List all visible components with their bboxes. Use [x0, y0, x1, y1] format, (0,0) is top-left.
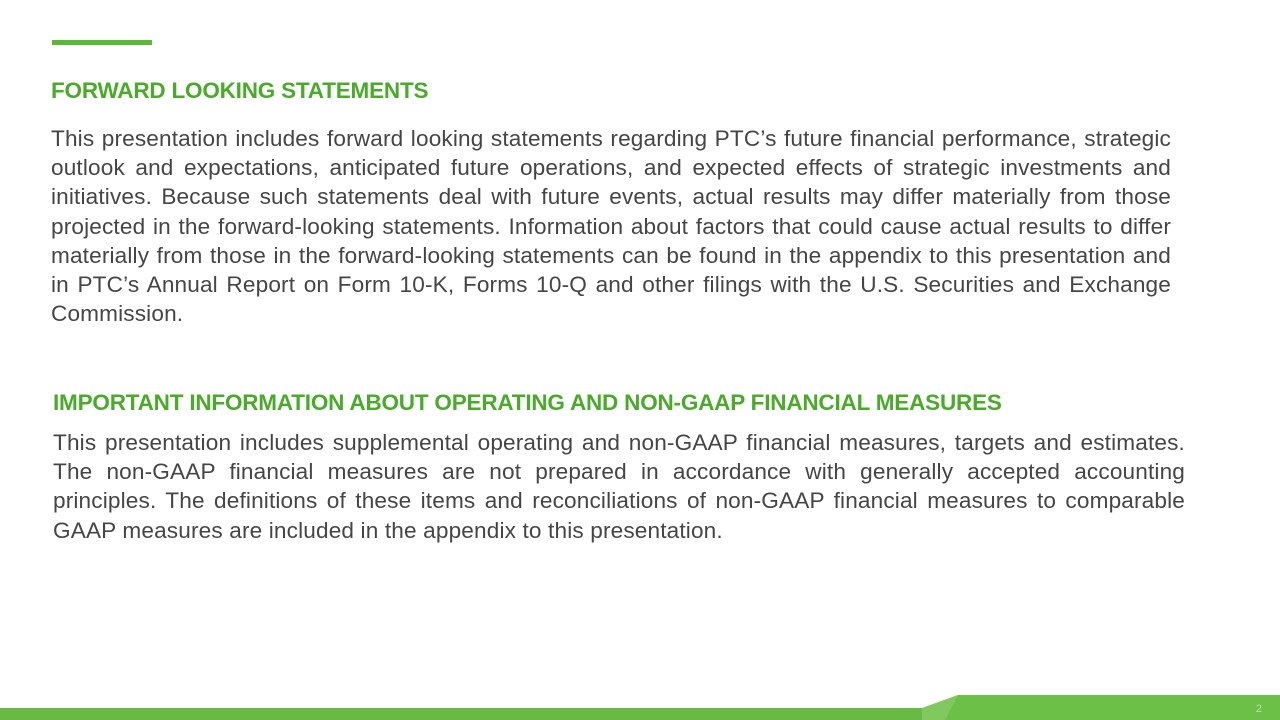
footer-bar: [0, 694, 1280, 720]
section-body-forward-looking: This presentation includes forward looking statements regarding PTC’s future financial performance, strategic outlook and expectations, anticipated future operations, and expected effects of strategic investments and initiatives. Because such statements deal with future events, actual results may differ materially from those projected in the forward-looking statements. Information about factors that could cause actual results to differ materially from those in the forward-looking statements can be found in the appendix to this presentation and in PTC’s Annual Report on Form 10-K, Forms 10-Q and other filings with the U.S. Securities and Exchange Commission.: [51, 126, 1171, 327]
section-heading-non-gaap: IMPORTANT INFORMATION ABOUT OPERATING AND NON-GAAP FINANCIAL MEASURES: [53, 390, 1002, 415]
section-body-non-gaap: This presentation includes supplemental operating and non-GAAP financial measures, targets and estimates. The non-GAAP financial measures are not prepared in accordance with generally accepted accounting principles. The definitions of these items and reconciliations of non-GAAP financial measures to comparable GAAP measures are included in the appendix to this presentation.: [53, 430, 1185, 543]
title-accent-bar: [52, 40, 152, 45]
section-heading-forward-looking: FORWARD LOOKING STATEMENTS: [51, 78, 429, 103]
page-number: 2: [1255, 703, 1262, 715]
footer-green-band-shape: [0, 694, 1280, 720]
